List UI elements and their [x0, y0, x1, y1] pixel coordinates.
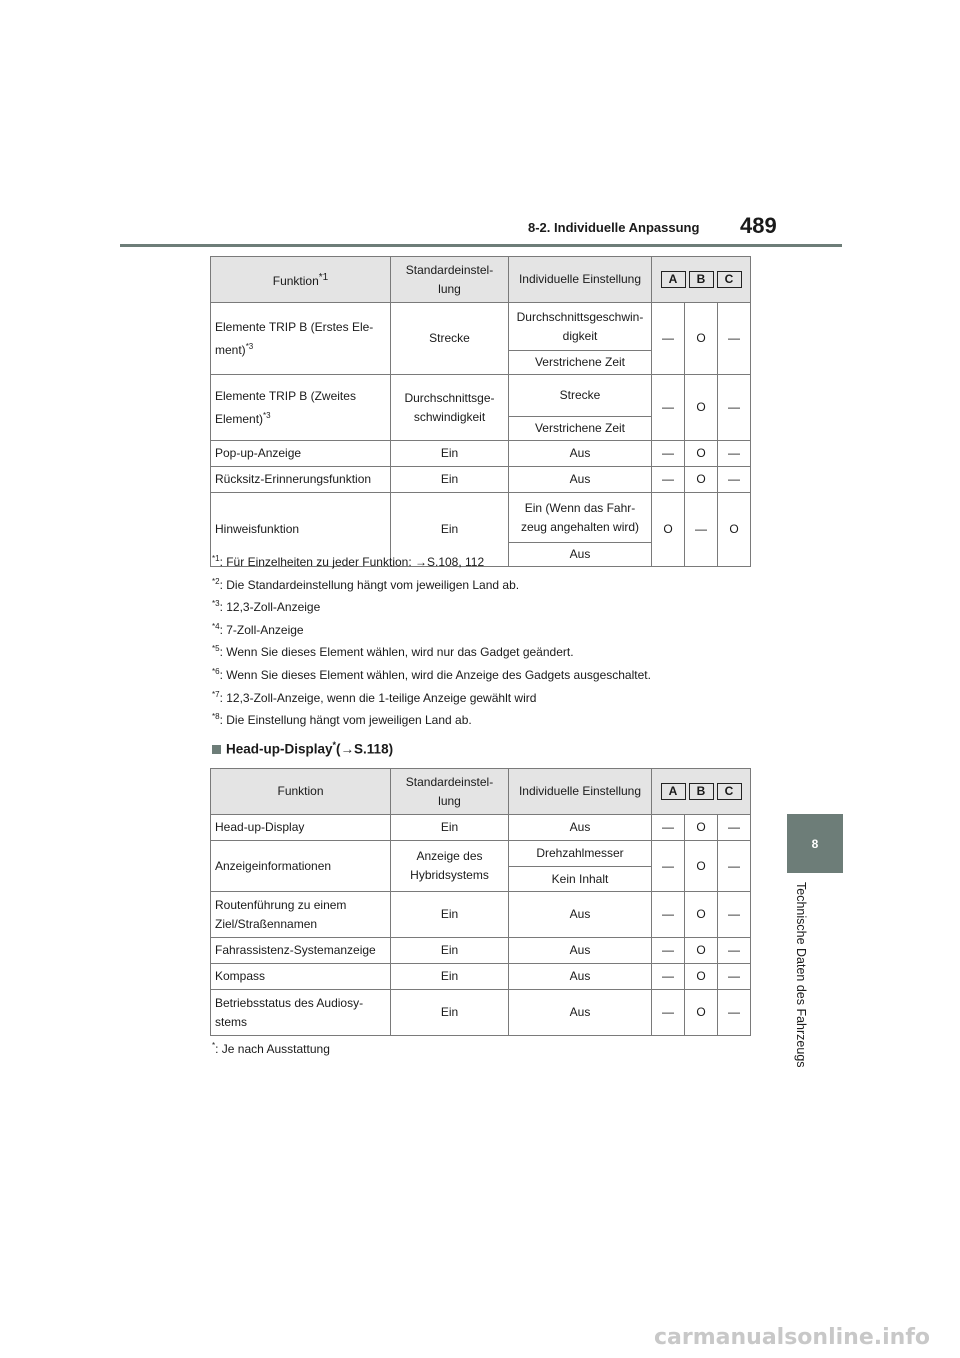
cell-funktion: Hinweisfunktion — [211, 493, 391, 567]
cell-option: Drehzahlmesser — [509, 841, 652, 867]
cell-standard: Strecke — [391, 303, 509, 375]
cell-a: O — [652, 493, 685, 567]
cell-option: Aus — [509, 467, 652, 493]
cell-a: — — [652, 815, 685, 841]
cell-standard: Ein — [391, 467, 509, 493]
abc-box-c: C — [717, 271, 742, 288]
col-header-funktion: Funktion$^{*1}$ — [211, 257, 391, 303]
cell-option: Aus — [509, 990, 652, 1036]
col-header-individuell: Individuelle Einstellung — [509, 257, 652, 303]
page-number: 489 — [740, 213, 777, 238]
cell-b: O — [685, 815, 718, 841]
cell-a: — — [652, 938, 685, 964]
cell-option: Aus — [509, 938, 652, 964]
cell-c: — — [718, 375, 751, 441]
cell-b: O — [685, 467, 718, 493]
footnote: $^{*4}$: 7-Zoll-Anzeige — [212, 621, 304, 637]
cell-a: — — [652, 964, 685, 990]
table-row — [211, 892, 751, 938]
table-row — [211, 303, 751, 351]
cell-option: Kein Inhalt — [509, 867, 652, 892]
col-header-standard: Standardeinstel- lung — [391, 257, 509, 303]
col-header-standard: Standardeinstel- lung — [391, 769, 509, 815]
cell-funktion: Fahrassistenz-Systemanzeige — [211, 938, 391, 964]
cell-standard: Ein — [391, 815, 509, 841]
cell-c: — — [718, 303, 751, 375]
cell-option: Durchschnittsgeschwin- digkeit — [509, 303, 652, 351]
table-row — [211, 990, 751, 1036]
cell-b: O — [685, 892, 718, 938]
cell-standard: Ein — [391, 892, 509, 938]
cell-funktion: Elemente TRIP B (Zweites Element)$^{*3}$ — [211, 375, 391, 441]
cell-a: — — [652, 375, 685, 441]
abc-box-b: B — [689, 783, 714, 800]
cell-b: O — [685, 990, 718, 1036]
cell-option: Ein (Wenn das Fahr- zeug angehalten wird) — [509, 493, 652, 543]
cell-option: Aus — [509, 815, 652, 841]
chapter-side-text: Technische Daten des Fahrzeugs — [794, 882, 808, 1068]
cell-c: — — [718, 441, 751, 467]
cell-a: — — [652, 841, 685, 892]
cell-funktion: Elemente TRIP B (Erstes Ele- ment)$^{*3}$ — [211, 303, 391, 375]
cell-option: Strecke — [509, 375, 652, 417]
footnote: $^{*8}$: Die Einstellung hängt vom jeweiligen Land ab. — [212, 712, 472, 728]
abc-box-b: B — [689, 271, 714, 288]
table-row — [211, 964, 751, 990]
col-header-individuell: Individuelle Einstellung — [509, 769, 652, 815]
table-row — [211, 938, 751, 964]
cell-c: O — [718, 493, 751, 567]
cell-a: — — [652, 441, 685, 467]
cell-funktion: Anzeigeinformationen — [211, 841, 391, 892]
cell-standard: Ein — [391, 990, 509, 1036]
cell-c: — — [718, 990, 751, 1036]
abc-box-a: A — [661, 783, 686, 800]
cell-standard: Ein — [391, 441, 509, 467]
cell-funktion: Kompass — [211, 964, 391, 990]
cell-c: — — [718, 841, 751, 892]
table-row — [211, 493, 751, 543]
footnote: $^{*2}$: Die Standardeinstellung hängt vom jeweiligen Land ab. — [212, 576, 520, 592]
cell-c: — — [718, 467, 751, 493]
abc-box-c: C — [717, 783, 742, 800]
cell-standard: Ein — [391, 938, 509, 964]
col-header-abc — [652, 769, 751, 815]
cell-standard: Ein — [391, 493, 509, 567]
cell-b: O — [685, 375, 718, 441]
cell-funktion: Pop-up-Anzeige — [211, 441, 391, 467]
cell-option: Verstrichene Zeit — [509, 417, 652, 441]
footnote: $^{*6}$: Wenn Sie dieses Element wählen, wird die Anzeige des Gadgets ausgeschaltet. — [212, 667, 651, 682]
settings-table-1 — [210, 256, 751, 567]
cell-c: — — [718, 964, 751, 990]
table-row — [211, 815, 751, 841]
cell-a: — — [652, 990, 685, 1036]
col-header-abc — [652, 257, 751, 303]
cell-b: O — [685, 938, 718, 964]
cell-b: O — [685, 964, 718, 990]
cell-option: Aus — [509, 441, 652, 467]
footnote: $^{*1}$: Für Einzelheiten zu jeder Funktion: →S.108, 112 — [212, 554, 485, 569]
cell-c: — — [718, 815, 751, 841]
chapter-tab: 8 — [787, 814, 843, 873]
table-row — [211, 467, 751, 493]
cell-option: Aus — [509, 543, 652, 567]
cell-option: Aus — [509, 964, 652, 990]
table-row — [211, 375, 751, 417]
footnote: $^{*3}$: 12,3-Zoll-Anzeige — [212, 599, 321, 615]
watermark: carmanualsonline.info — [654, 1325, 930, 1350]
table-row — [211, 441, 751, 467]
cell-standard: Durchschnittsge- schwindigkeit — [391, 375, 509, 441]
header-rule — [120, 244, 842, 247]
cell-funktion: Routenführung zu einem Ziel/Straßennamen — [211, 892, 391, 938]
settings-table-2 — [210, 768, 751, 1036]
cell-b: O — [685, 303, 718, 375]
cell-a: — — [652, 303, 685, 375]
cell-funktion: Betriebsstatus des Audiosy- stems — [211, 990, 391, 1036]
footnote-ausstattung: *: Je nach Ausstattung — [212, 1041, 330, 1056]
cell-b: — — [685, 493, 718, 567]
footnote: $^{*7}$: 12,3-Zoll-Anzeige, wenn die 1-teilige Anzeige gewählt wird — [212, 689, 537, 705]
cell-funktion: Rücksitz-Erinnerungsfunktion — [211, 467, 391, 493]
cell-b: O — [685, 841, 718, 892]
cell-funktion: Head-up-Display — [211, 815, 391, 841]
footnote: $^{*5}$: Wenn Sie dieses Element wählen, wird nur das Gadget geändert. — [212, 644, 574, 660]
cell-option: Aus — [509, 892, 652, 938]
cell-a: — — [652, 892, 685, 938]
cell-a: — — [652, 467, 685, 493]
cell-option: Verstrichene Zeit — [509, 351, 652, 375]
abc-box-a: A — [661, 271, 686, 288]
cell-b: O — [685, 441, 718, 467]
section-header: 8-2. Individuelle Anpassung — [528, 220, 700, 235]
section-title: Head-up-Display*(→S.118) — [212, 740, 393, 757]
cell-standard: Anzeige des Hybridsystems — [391, 841, 509, 892]
col-header-funktion: Funktion — [211, 769, 391, 815]
cell-standard: Ein — [391, 964, 509, 990]
table-row — [211, 841, 751, 867]
section-square-icon — [212, 745, 221, 754]
cell-c: — — [718, 892, 751, 938]
cell-c: — — [718, 938, 751, 964]
